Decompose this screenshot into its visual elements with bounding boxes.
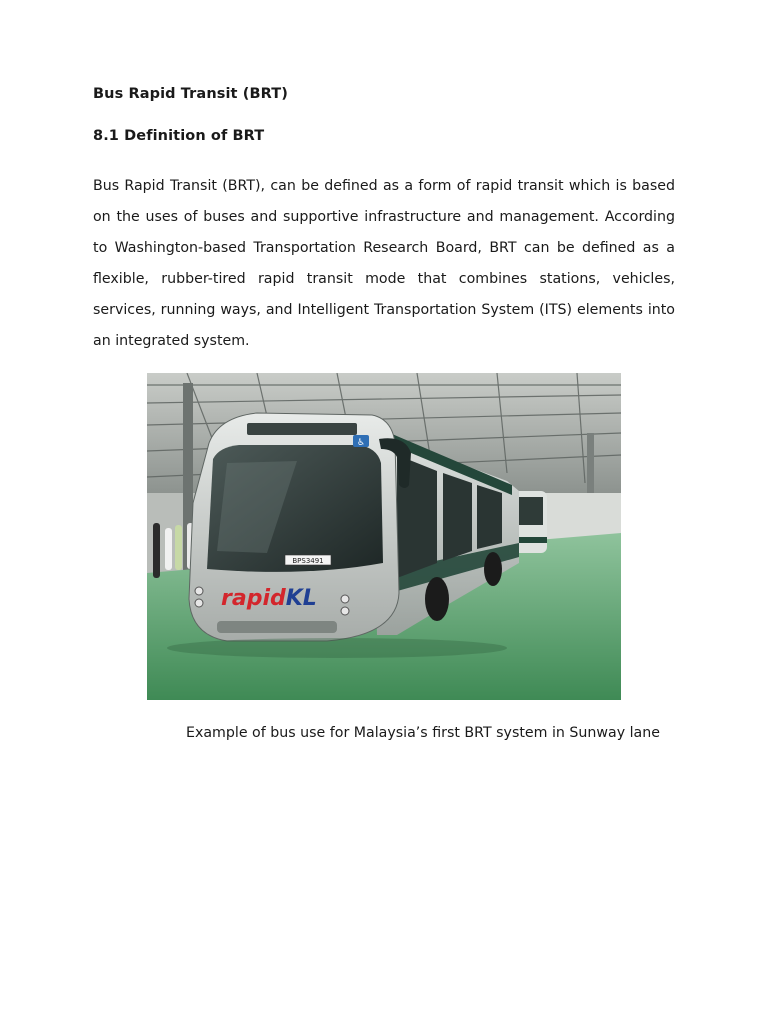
section-heading: 8.1 Definition of BRT <box>93 128 265 144</box>
definition-paragraph: Bus Rapid Transit (BRT), can be defined as a form of rapid transit which is based on the uses of buses and supportive infrastructure and management. According to Washington-based Transportation Research Board, BRT can be defined as a flexible, rubber-tired rapid transit mode that combines stations, vehicles, services, running ways, and Intelligent Transportation System (ITS) elements into an integrated system. <box>93 178 675 349</box>
figure-caption: Example of bus use for Malaysia’s first BRT system in Sunway lane <box>186 725 660 741</box>
document-title: Bus Rapid Transit (BRT) <box>93 86 288 102</box>
logo-rapid: rapid <box>221 586 286 611</box>
brt-bus-photo <box>147 373 621 700</box>
front-bumper <box>217 621 337 633</box>
plate-text: BPS3491 <box>292 557 324 565</box>
bus-shadow <box>167 638 507 658</box>
svg-text:♿: ♿ <box>356 438 366 448</box>
bus-illustration <box>147 373 621 700</box>
logo-kl: KL <box>285 586 317 611</box>
rapidkl-logo <box>221 586 317 611</box>
destination-sign <box>247 423 357 435</box>
